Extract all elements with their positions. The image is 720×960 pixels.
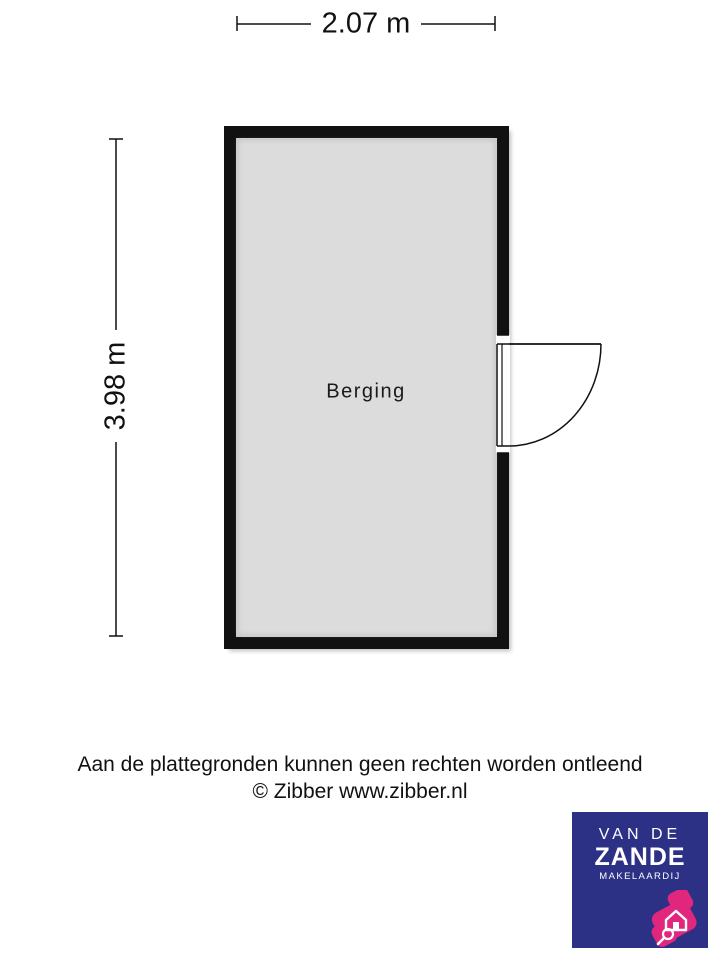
door-swing-arc [509, 344, 601, 446]
logo-line-2: ZANDE [594, 843, 686, 871]
disclaimer-line-2: © Zibber www.zibber.nl [252, 780, 468, 803]
logo-line-3: MAKELAARDIJ [599, 871, 681, 882]
depth-dimension-label: 3.98 m [99, 341, 132, 431]
logo-line-1: VAN DE [598, 826, 682, 843]
house-magnifier-icon [644, 890, 708, 948]
disclaimer-line-1: Aan de plattegronden kunnen geen rechten worden ontleend [77, 753, 643, 776]
disclaimer [0, 751, 720, 805]
company-logo [572, 812, 708, 948]
room-label-berging: Berging [326, 380, 406, 403]
door [496, 335, 601, 453]
width-dimension-label: 2.07 m [321, 7, 411, 40]
